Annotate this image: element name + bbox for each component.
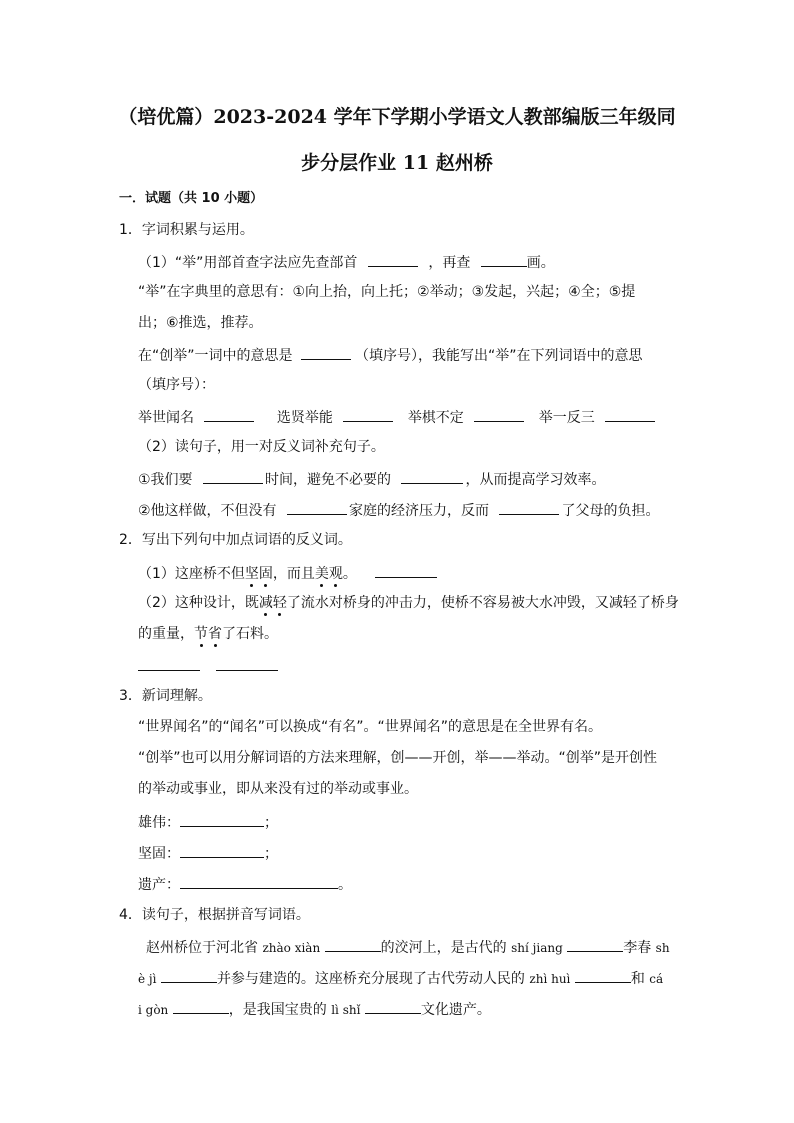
q2-part1-text-a: （1）这座桥不但 — [138, 566, 245, 582]
answer-blank[interactable] — [138, 656, 200, 671]
question-2-heading: 2．写出下列句中加点词语的反义词。 — [119, 532, 352, 548]
q1-definitions-line-2: 出；⑥推选，推荐。 — [138, 315, 263, 331]
q4-text: 李春 — [623, 940, 652, 956]
answer-blank[interactable] — [474, 407, 524, 422]
document-title-line-2: 步分层作业 11 赵州桥 — [301, 152, 493, 174]
question-4-heading: 4．读句子，根据拼音写词语。 — [119, 907, 310, 923]
word-1: 举世闻名 — [138, 410, 194, 426]
pinyin: shí jiang — [511, 941, 563, 955]
q1-meaning-line — [138, 345, 642, 365]
dotted-char: 美 — [314, 566, 329, 582]
q3-word-3-punct: 。 — [338, 877, 352, 893]
q4-line-3 — [138, 999, 491, 1019]
q4-text: ，是我国宝贵的 — [228, 1002, 327, 1018]
answer-blank[interactable] — [605, 407, 655, 422]
q2-part2-line-1 — [138, 594, 679, 612]
pinyin: i gòn — [138, 1003, 169, 1017]
q1-part1-text-a: （1）“举”用部首查字法应先查部首 — [138, 255, 358, 271]
pinyin: cá — [649, 972, 664, 986]
dotted-char: 轻 — [272, 595, 287, 611]
q1-part1-text-c: 画。 — [526, 255, 555, 271]
dotted-char: 固 — [258, 566, 273, 582]
q1-meaning-line-2: （填序号）： — [138, 377, 215, 393]
q2-part2-line-2 — [138, 625, 278, 643]
q1-part1-text-b: ，再查 — [428, 255, 471, 271]
q1-part1-line — [138, 252, 555, 272]
word-4: 举一反三 — [538, 410, 595, 426]
question-1-heading: 1．字词积累与运用。 — [119, 222, 254, 238]
q2-part1-text-b: ，而且 — [272, 566, 315, 582]
dotted-char: 节 — [194, 626, 208, 642]
answer-blank[interactable] — [365, 999, 421, 1014]
q1-meaning-text-b: （填序号），我能写出“举”在下列词语中的意思 — [354, 348, 643, 364]
q1-meaning-text-a: 在“创举”一词中的意思是 — [138, 348, 293, 364]
q4-text: 并参与建造的。这座桥充分展现了古代劳动人民的 — [216, 971, 525, 987]
answer-blank[interactable] — [325, 937, 381, 952]
pinyin: sh — [655, 941, 670, 955]
sentence-2-text-c: 了父母的负担。 — [561, 503, 660, 519]
q3-word-1: 雄伟： — [138, 815, 180, 831]
sentence-2-text-a: ②他这样做，不但没有 — [138, 503, 277, 519]
dotted-char: 坚 — [244, 566, 259, 582]
q4-text: 文化遗产。 — [420, 1002, 491, 1018]
dotted-char: 省 — [208, 626, 222, 642]
q1-definitions-line-1: “举”在字典里的意思有：①向上抬，向上托；②举动；③发起，兴起；④全；⑤提 — [138, 284, 636, 300]
q4-line-2 — [138, 968, 663, 988]
q3-explanation-2-line-2: 的举动或事业，即从来没有过的举动或事业。 — [138, 781, 418, 797]
q1-part2-instruction: （2）读句子，用一对反义词补充句子。 — [138, 439, 385, 455]
q3-word-1-punct: ； — [264, 815, 278, 831]
dotted-char: 观 — [328, 566, 343, 582]
q2-part1-line — [138, 563, 437, 583]
q4-line-1 — [146, 937, 670, 957]
word-3: 举棋不定 — [407, 410, 464, 426]
pinyin: lì shǐ — [331, 1003, 361, 1017]
q4-text: 赵州桥位于河北省 — [146, 940, 258, 956]
q3-explanation-2-line-1: “创举”也可以用分解词语的方法来理解，创——开创，举——举动。“创举”是开创性 — [138, 750, 658, 766]
q3-word-2-punct: ； — [264, 846, 278, 862]
q1-sentence-2 — [138, 500, 659, 520]
sentence-1-text-b: 时间，避免不必要的 — [265, 472, 392, 488]
dotted-char: 减 — [258, 595, 273, 611]
q2-part1-text-c: 。 — [342, 566, 357, 582]
q3-word-3-row — [138, 874, 352, 894]
q3-word-2-row — [138, 843, 278, 863]
answer-blank[interactable] — [204, 407, 254, 422]
answer-blank[interactable] — [180, 812, 264, 827]
section-heading: 一．试题（共 10 小题） — [119, 191, 264, 206]
answer-blank[interactable] — [180, 843, 264, 858]
q2-part2-text-b: 了流水对桥身的冲击力，使桥不容易被大水冲毁，又减轻了桥身 — [286, 595, 679, 611]
pinyin: è jì — [138, 972, 157, 986]
q3-word-3: 遗产： — [138, 877, 180, 893]
pinyin: zhào xiàn — [262, 941, 321, 955]
answer-blank[interactable] — [401, 469, 463, 484]
answer-blank[interactable] — [203, 469, 263, 484]
answer-blank[interactable] — [575, 968, 631, 983]
q1-words-row — [138, 407, 655, 427]
q3-explanation-1: “世界闻名”的“闻名”可以换成“有名”。“世界闻名”的意思是在全世界有名。 — [138, 719, 603, 735]
q2-answer-row — [138, 656, 278, 676]
answer-blank[interactable] — [499, 500, 559, 515]
answer-blank[interactable] — [173, 999, 229, 1014]
q4-text: 和 — [630, 971, 645, 987]
answer-blank[interactable] — [343, 407, 393, 422]
word-2: 选贤举能 — [276, 410, 333, 426]
document-title-line-1: （培优篇）2023-2024 学年下学期小学语文人教部编版三年级同 — [118, 106, 676, 128]
answer-blank[interactable] — [287, 500, 347, 515]
answer-blank[interactable] — [216, 656, 278, 671]
pinyin: zhì huì — [529, 972, 571, 986]
answer-blank[interactable] — [368, 252, 418, 267]
sentence-1-text-a: ①我们要 — [138, 472, 193, 488]
answer-blank[interactable] — [481, 252, 527, 267]
sentence-2-text-b: 家庭的经济压力，反而 — [349, 503, 490, 519]
q2-part2-text-a: （2）这种设计，既 — [138, 595, 259, 611]
q3-word-2: 坚固： — [138, 846, 180, 862]
q2-part2-text-d: 了石料。 — [222, 626, 278, 642]
q1-sentence-1 — [138, 469, 605, 489]
answer-blank[interactable] — [567, 937, 623, 952]
q2-part2-text-c: 的重量， — [138, 626, 194, 642]
sentence-1-text-c: ，从而提高学习效率。 — [465, 472, 606, 488]
q3-word-1-row — [138, 812, 278, 832]
answer-blank[interactable] — [375, 563, 437, 578]
question-3-heading: 3．新词理解。 — [119, 688, 212, 704]
answer-blank[interactable] — [161, 968, 217, 983]
q4-text: 的洨河上，是古代的 — [380, 940, 507, 956]
answer-blank[interactable] — [301, 345, 351, 360]
answer-blank[interactable] — [180, 874, 338, 889]
